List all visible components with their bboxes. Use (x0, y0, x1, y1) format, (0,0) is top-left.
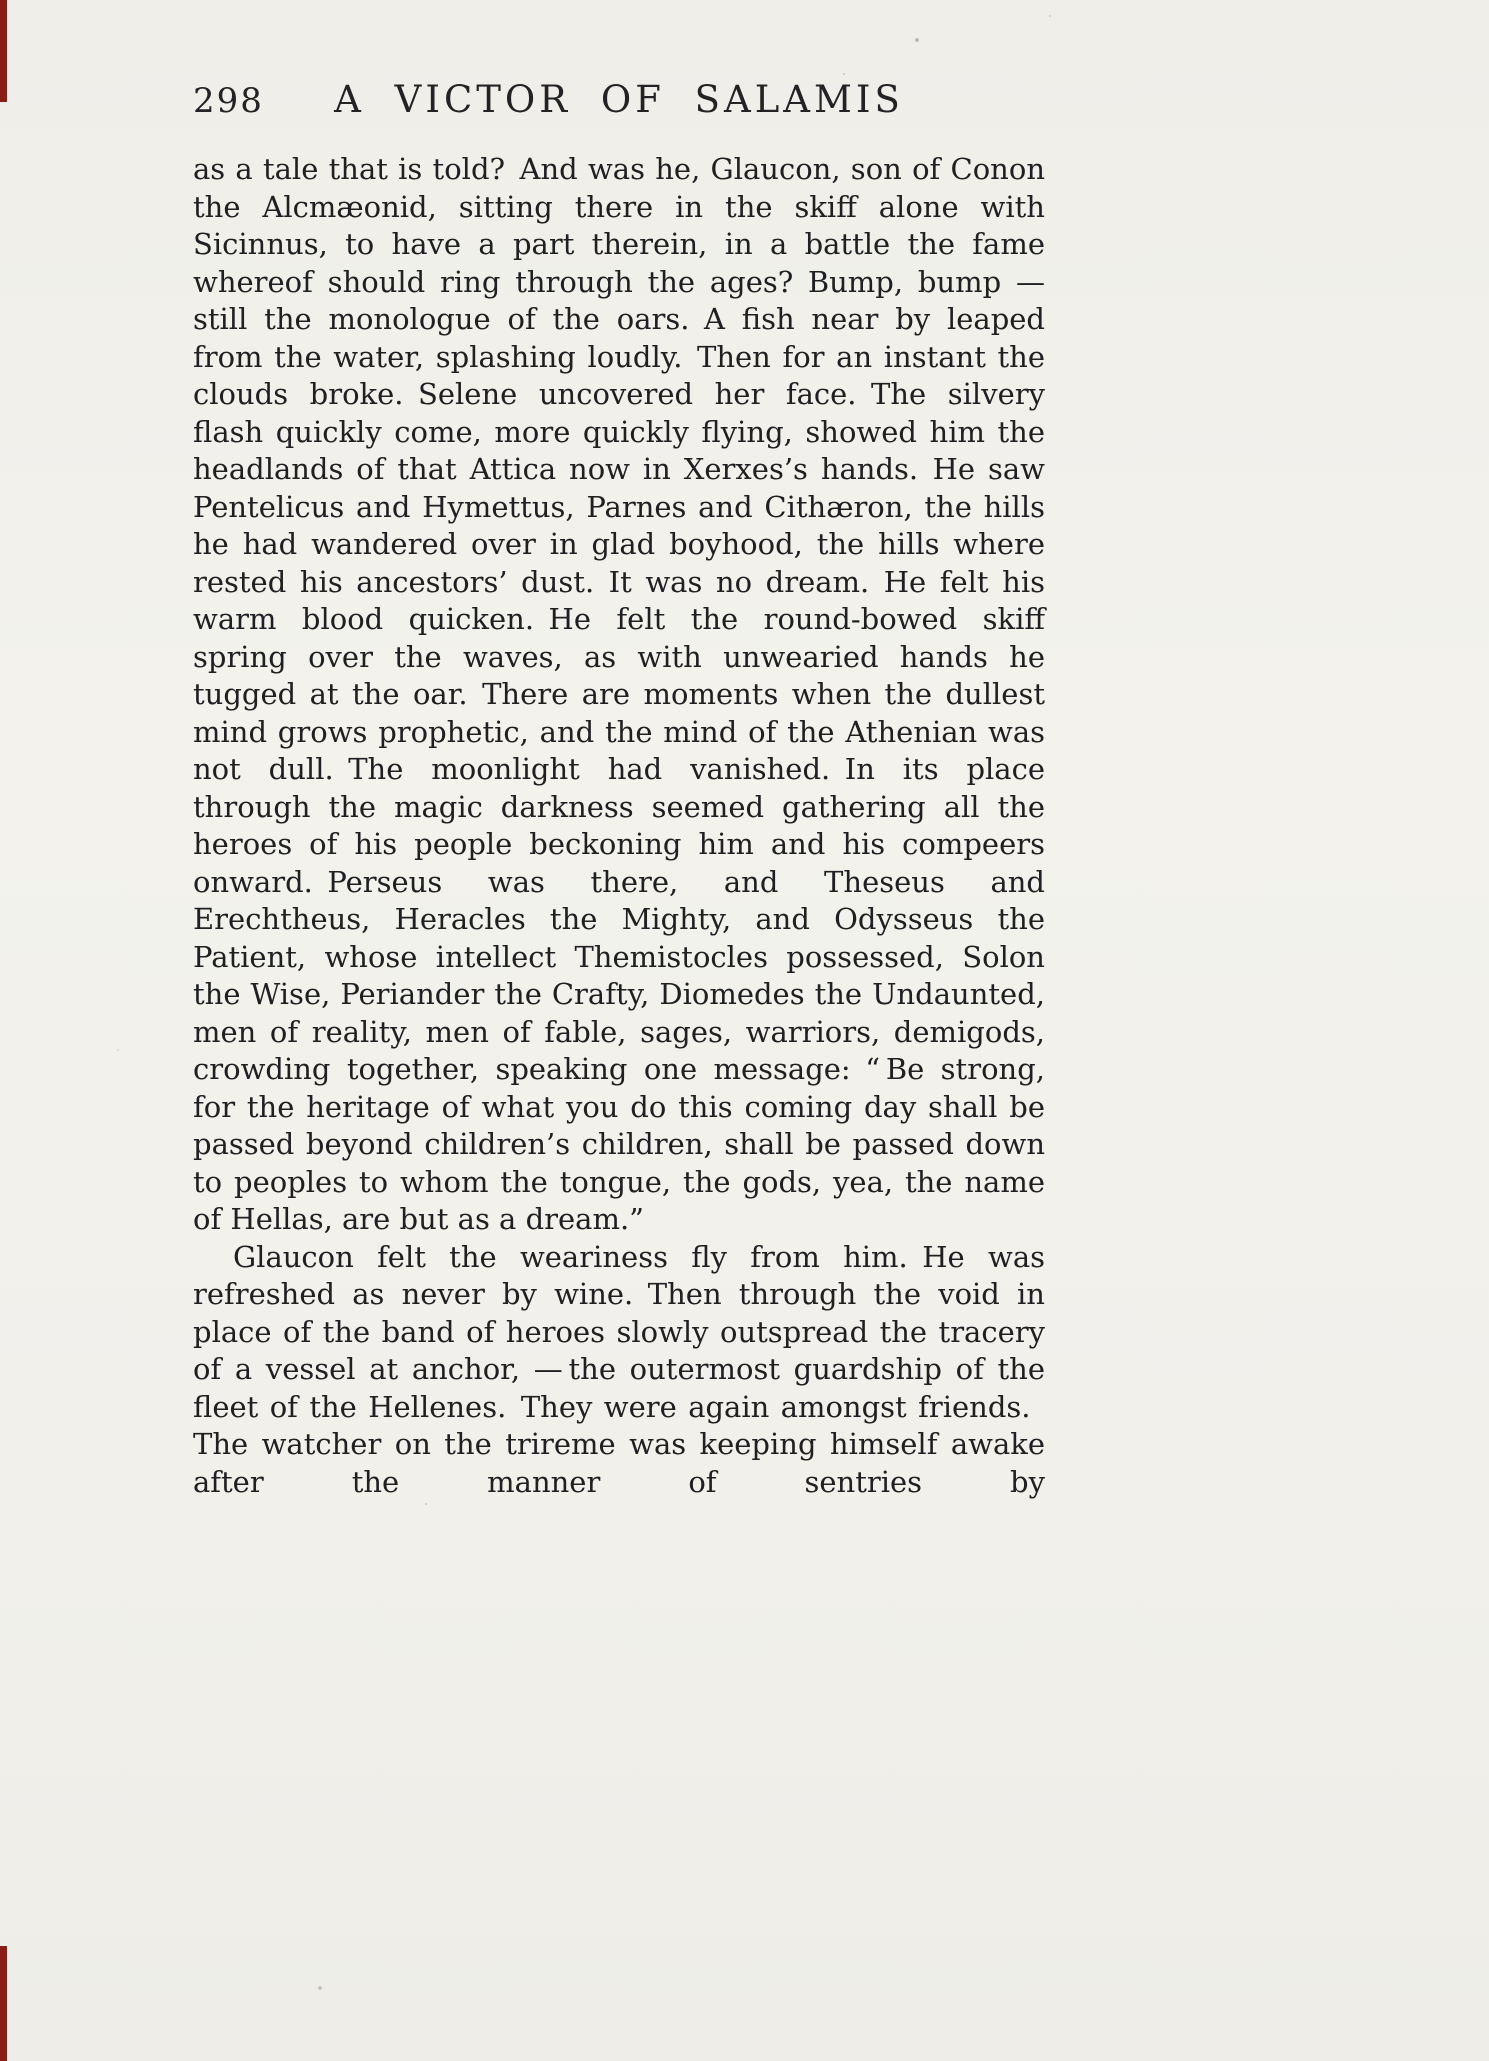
paragraph: as a tale that is told? And was he, Glaucon, son of Conon the Alcmæonid, sitting there in the skiff alone with Sicinnus, to have a part therein, in a battle the fame whereof should ring through the ages? Bump, bump — still the monologue of the oars. A fish near by leaped from the water, splashing loudly. Then for an instant the clouds broke. Selene uncovered her face. The silvery flash quickly come, more quickly flying, showed him the headlands of that Attica now in Xerxes’s hands. He saw Pentelicus and Hymettus, Parnes and Cithæron, the hills he had wandered over in glad boyhood, the hills where rested his ancestors’ dust. It was no dream. He felt his warm blood quicken. He felt the round-bowed skiff spring over the waves, as with unwearied hands he tugged at the oar. There are moments when the dullest mind grows prophetic, and the mind of the Athenian was not dull. The moonlight had vanished. In its place through the magic darkness seemed gathering all the heroes of his people beckoning him and his compeers onward. Perseus was there, and Theseus and Erechtheus, Heracles the Mighty, and Odysseus the Patient, whose intellect Themistocles possessed, Solon the Wise, Periander the Crafty, Diomedes the Undaunted, men of reality, men of fable, sages, warriors, demigods, crowding together, speaking one message: “ Be strong, for the heritage of what you do this coming day shall be passed beyond children’s children, shall be passed down to peoples to whom the tongue, the gods, yea, the name of Hellas, are but as a dream.” (193, 152, 1045, 1236)
page-number: 298 (193, 81, 264, 121)
paragraph: Glaucon felt the weariness fly from him. He was refreshed as never by wine. Then through the void in place of the band of heroes slowly outspread the tracery of a vessel at anchor, — the outermost guardship of the fleet of the Hellenes. They were again amongst friends. The watcher on the trireme was keeping himself awake after the manner of sentries by (193, 1239, 1045, 1499)
page-header-title: A VICTOR OF SALAMIS (334, 78, 904, 121)
body-text (193, 151, 1045, 1501)
scan-speck-artifacts (915, 38, 919, 42)
running-head (193, 78, 1045, 126)
binding-edge-artifact-bottom (0, 1946, 7, 2061)
binding-edge-artifact-top (0, 0, 7, 102)
